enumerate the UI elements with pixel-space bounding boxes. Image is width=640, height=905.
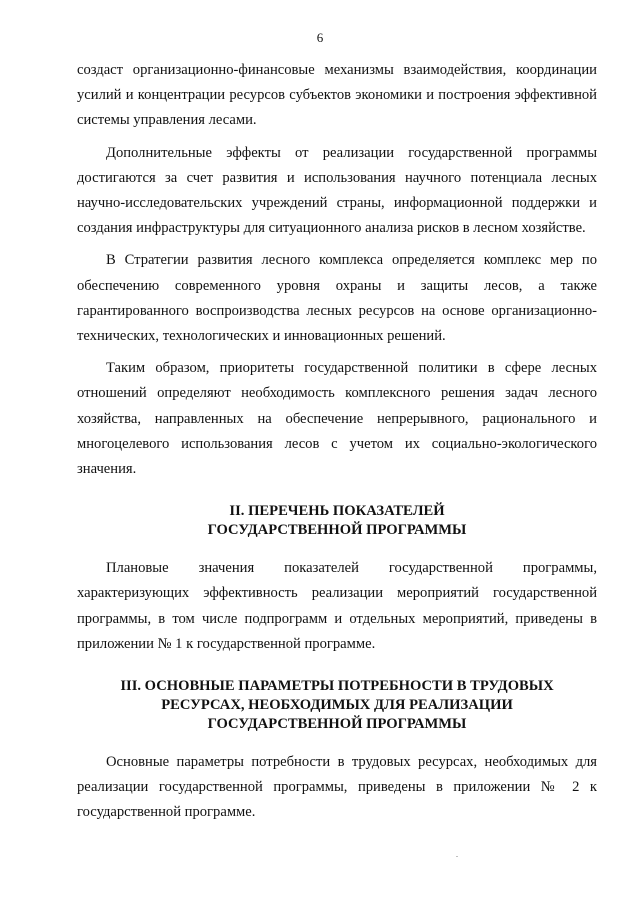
paragraph-2: Дополнительные эффекты от реализации государственной программы достигаются за счет развития и использования научного потенциала лесных научно-исследовательских учреждений страны, информационной поддержки и создания инфраструктуры для ситуационного анализа рисков в лесном хозяйстве.	[77, 144, 597, 237]
section-2-heading-line-1: II. ПЕРЕЧЕНЬ ПОКАЗАТЕЛЕЙ	[229, 503, 445, 520]
section-2-heading	[77, 502, 597, 540]
scan-speck	[456, 856, 458, 857]
section-3-heading-line-3: ГОСУДАРСТВЕННОЙ ПРОГРАММЫ	[207, 716, 467, 733]
paragraph-1: создаст организационно-финансовые механизмы взаимодействия, координации усилий и концентрации ресурсов субъектов экономики и построения эффективной системы управления лесами.	[77, 62, 597, 129]
section-3-heading-line-2: РЕСУРСАХ, НЕОБХОДИМЫХ ДЛЯ РЕАЛИЗАЦИИ	[161, 697, 513, 714]
section-3-heading-line-1: III. ОСНОВНЫЕ ПАРАМЕТРЫ ПОТРЕБНОСТИ В ТРУДОВЫХ	[120, 678, 554, 695]
section-3-paragraph: Основные параметры потребности в трудовых ресурсах, необходимых для реализации государственной программы, приведены в приложении № 2 к государственной программе.	[77, 754, 597, 821]
paragraph-3: В Стратегии развития лесного комплекса определяется комплекс мер по обеспечению современного уровня охраны и защиты лесов, а также гарантированного воспроизводства лесных ресурсов на основе организационно-технических, технологических и инновационных решений.	[77, 252, 597, 345]
page-number: 6	[316, 30, 324, 45]
section-2-heading-line-2: ГОСУДАРСТВЕННОЙ ПРОГРАММЫ	[207, 522, 467, 539]
document-body	[77, 58, 597, 826]
paragraph-4: Таким образом, приоритеты государственной политики в сфере лесных отношений определяют необходимость комплексного решения задач лесного хозяйства, направленных на обеспечение непрерывного, рационального и многоцелевого использования лесов с учетом их социально-экологического значения.	[77, 360, 597, 478]
section-2-paragraph: Плановые значения показателей государственной программы, характеризующих эффективность реализации мероприятий государственной программы, в том числе подпрограмм и отдельных мероприятий, приведены в приложении № 1 к государственной программе.	[77, 560, 597, 652]
section-3-heading	[77, 677, 597, 734]
